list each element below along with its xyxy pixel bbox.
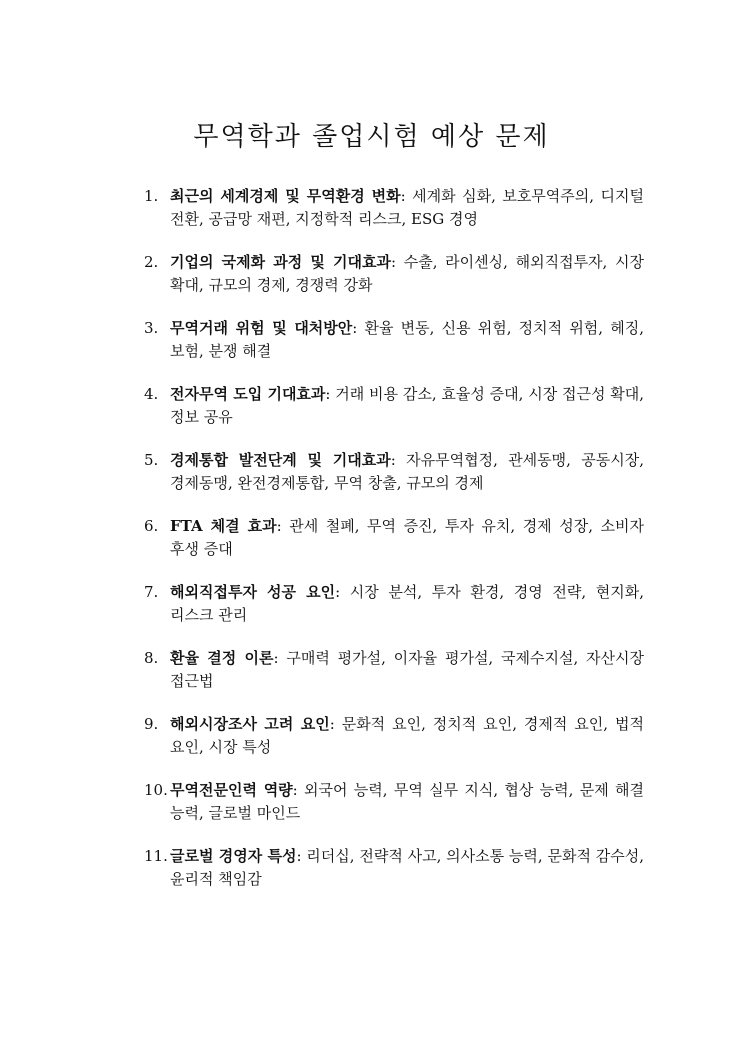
list-item [144,845,644,891]
item-text [170,581,644,627]
item-topic: 해외직접투자 성공 요인 [170,583,336,601]
item-keywords: : 세계화 심화, 보호무역주의, 디지털 전환, 공급망 재편, 지정학적 리스크, ESG 경영 [170,187,644,228]
list-item [144,185,644,231]
item-text [170,449,644,495]
list-item [144,779,644,825]
item-text [170,383,644,429]
page-title: 무역학과 졸업시험 예상 문제 [193,122,550,152]
item-keywords: : 수출, 라이센싱, 해외직접투자, 시장 확대, 규모의 경제, 경쟁력 강화 [170,253,644,294]
list-item [144,713,644,759]
item-topic: 환율 결정 이론 [170,649,274,667]
item-keywords: : 시장 분석, 투자 환경, 경영 전략, 현지화, 리스크 관리 [170,583,644,624]
item-keywords: : 구매력 평가설, 이자율 평가설, 국제수지설, 자산시장 접근법 [170,649,645,690]
item-topic: 해외시장조사 고려 요인 [170,715,330,733]
item-topic: 최근의 세계경제 및 무역환경 변화 [170,187,401,205]
item-topic: 기업의 국제화 과정 및 기대효과 [170,253,391,271]
item-number: 8. [144,649,159,667]
item-topic: 무역전문인력 역량 [170,781,293,799]
item-text [170,845,644,891]
item-number: 7. [144,583,159,601]
item-number: 6. [144,517,159,535]
item-number: 1. [144,187,159,205]
item-text [170,185,644,231]
item-keywords: : 외국어 능력, 무역 실무 지식, 협상 능력, 문제 해결 능력, 글로벌 마인드 [170,781,644,822]
item-number: 11. [144,847,168,865]
item-keywords: : 자유무역협정, 관세동맹, 공동시장, 경제동맹, 완전경제통합, 무역 창출, 규모의 경제 [170,451,644,492]
list-item [144,581,644,627]
list-item [144,251,644,297]
item-topic: 무역거래 위험 및 대처방안 [170,319,353,337]
item-keywords: : 환율 변동, 신용 위험, 정치적 위험, 헤징, 보험, 분쟁 해결 [170,319,644,360]
list-item [144,317,644,363]
item-number: 5. [144,451,159,469]
item-keywords: : 거래 비용 감소, 효율성 증대, 시장 접근성 확대, 정보 공유 [170,385,644,426]
item-number: 2. [144,253,159,271]
item-number: 9. [144,715,159,733]
list-item [144,449,644,495]
question-list [144,185,644,911]
item-topic: FTA 체결 효과 [170,517,277,535]
item-text [170,515,644,561]
item-number: 3. [144,319,159,337]
list-item [144,383,644,429]
item-keywords: : 리더십, 전략적 사고, 의사소통 능력, 문화적 감수성, 윤리적 책임감 [170,847,644,888]
item-text [170,647,644,693]
list-item [144,647,644,693]
item-number: 10. [144,781,168,799]
item-topic: 경제통합 발전단계 및 기대효과 [170,451,391,469]
item-keywords: : 문화적 요인, 정치적 요인, 경제적 요인, 법적 요인, 시장 특성 [170,715,644,756]
item-keywords: : 관세 철폐, 무역 증진, 투자 유치, 경제 성장, 소비자 후생 증대 [170,517,644,558]
item-topic: 글로벌 경영자 특성 [170,847,297,865]
item-text [170,779,644,825]
item-text [170,251,644,297]
item-text [170,317,644,363]
list-item [144,515,644,561]
item-topic: 전자무역 도입 기대효과 [170,385,326,403]
item-number: 4. [144,385,159,403]
item-text [170,713,644,759]
